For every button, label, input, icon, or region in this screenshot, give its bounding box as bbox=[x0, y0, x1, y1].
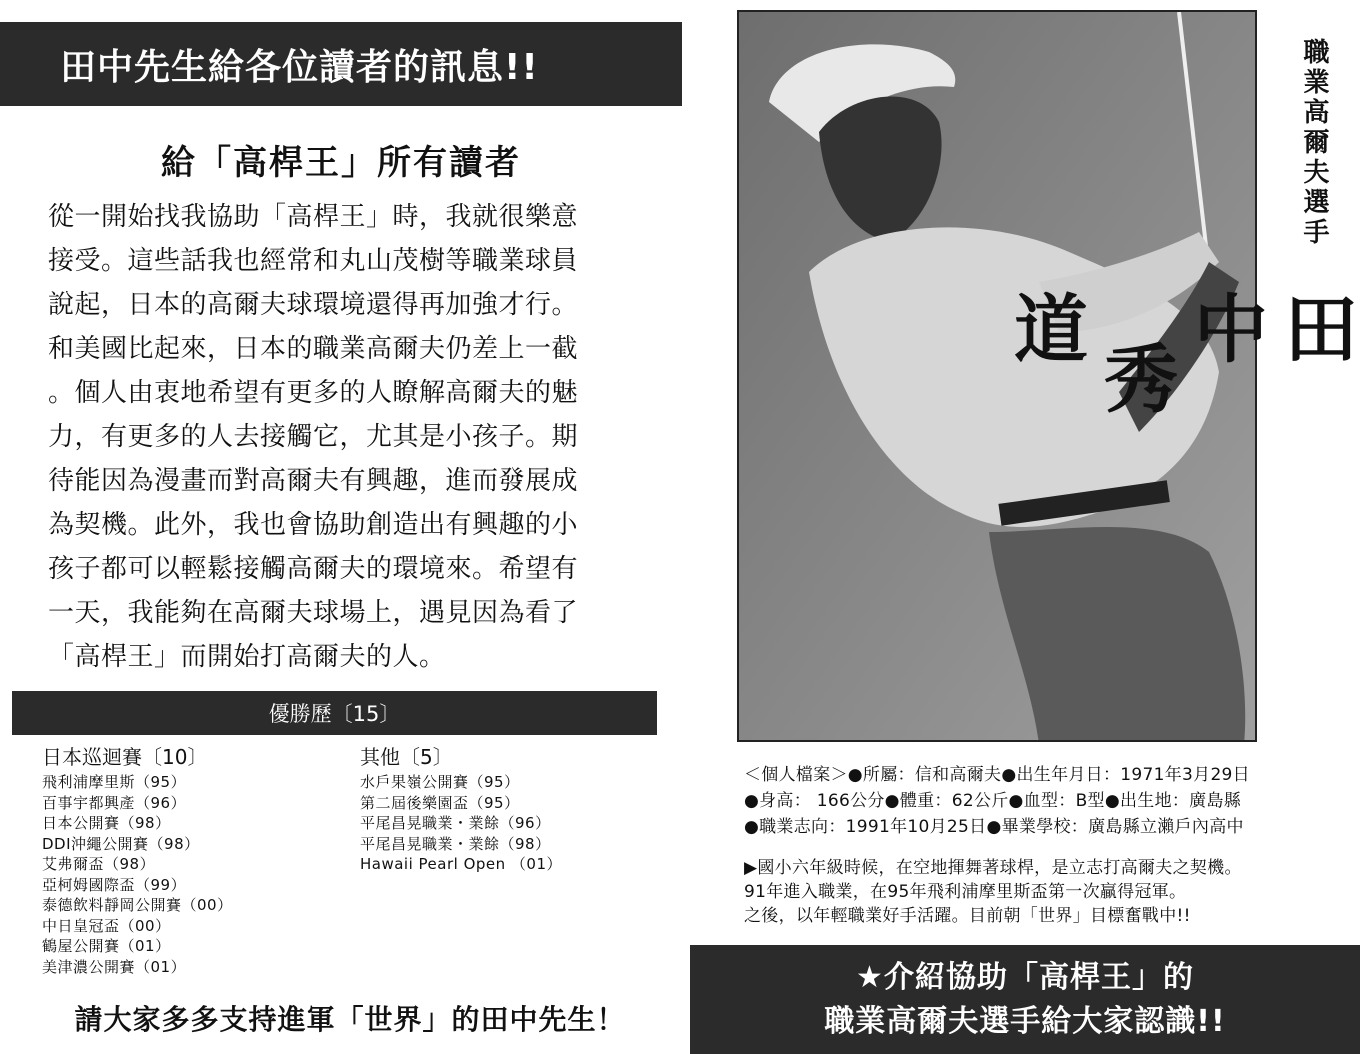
win-item: 亞柯姆國際盃（99） bbox=[42, 875, 187, 894]
player-bio bbox=[744, 856, 1350, 928]
player-profile bbox=[744, 762, 1350, 840]
letter-line: 從一開始找我協助「高桿王」時，我就很樂意 bbox=[48, 202, 579, 232]
letter-line: 孩子都可以輕鬆接觸高爾夫的環境來。希望有 bbox=[48, 554, 579, 584]
win-item: 鶴屋公開賽（01） bbox=[42, 937, 171, 955]
profile-line: ＜個人檔案＞●所屬：信和高爾夫●出生年月日：1971年3月29日 bbox=[744, 765, 1250, 785]
other-wins-title: 其他〔5〕 bbox=[360, 745, 453, 769]
letter-line: 和美國比起來，日本的職業高爾夫仍差上一截 bbox=[48, 334, 579, 364]
japan-tour-title: 日本巡迴賽〔10〕 bbox=[42, 745, 208, 769]
wins-title: 優勝歷〔15〕 bbox=[268, 702, 401, 726]
win-item: Hawaii Pearl Open （01） bbox=[360, 855, 562, 873]
player-name-char: 中 bbox=[1182, 290, 1268, 364]
win-item: 中日皇冠盃（00） bbox=[42, 916, 171, 935]
win-item: 飛利浦摩里斯（95） bbox=[42, 773, 187, 791]
win-item: 百事宇都興產（96） bbox=[42, 793, 187, 812]
support-slogan: 請大家多多支持進軍「世界」的田中先生！ bbox=[74, 1003, 626, 1036]
win-item: 艾弗爾盃（98） bbox=[42, 855, 156, 873]
other-wins bbox=[360, 742, 660, 875]
player-category: 職業高爾夫選手 bbox=[1299, 38, 1329, 248]
win-item: 水戶果嶺公開賽（95） bbox=[360, 773, 520, 791]
win-item: 平尾昌晃職業・業餘（96） bbox=[360, 814, 551, 832]
letter-line: 。個人由衷地希望有更多的人瞭解高爾夫的魅 bbox=[48, 378, 579, 408]
profile-line: ●身高： 166公分●體重：62公斤●血型：B型●出生地：廣島縣 bbox=[744, 791, 1242, 811]
message-banner-text: 田中先生給各位讀者的訊息!! bbox=[60, 46, 539, 88]
letter-line: 一天，我能夠在高爾夫球場上，遇見因為看了 bbox=[48, 598, 579, 628]
player-name-char: 田 bbox=[1272, 290, 1358, 364]
win-item: 第二屆後樂園盃（95） bbox=[360, 793, 520, 812]
letter-line: 待能因為漫畫而對高爾夫有興趣，進而發展成 bbox=[48, 466, 579, 496]
intro-banner bbox=[690, 945, 1360, 1054]
letter-heading: 給「高桿王」所有讀者 bbox=[161, 143, 521, 183]
player-name-char: 秀 bbox=[1092, 340, 1178, 414]
win-item: 美津濃公開賽（01） bbox=[42, 957, 187, 976]
letter-line: 力，有更多的人去接觸它，尤其是小孩子。期 bbox=[48, 422, 579, 452]
win-item: 日本公開賽（98） bbox=[42, 814, 171, 832]
win-item: DDI沖繩公開賽（98） bbox=[42, 834, 200, 853]
letter-line: 說起，日本的高爾夫球環境還得再加強才行。 bbox=[48, 290, 579, 320]
profile-line: ●職業志向：1991年10月25日●畢業學校：廣島縣立瀨戶內高中 bbox=[744, 817, 1244, 837]
japan-tour-wins bbox=[42, 742, 342, 977]
bio-line: ▶國小六年級時候，在空地揮舞著球桿，是立志打高爾夫之契機。 bbox=[744, 858, 1242, 878]
win-item: 泰德飲料靜岡公開賽（00） bbox=[42, 896, 233, 914]
player-name bbox=[1002, 290, 1360, 414]
letter-line: 接受。這些話我也經常和丸山茂樹等職業球員 bbox=[48, 246, 579, 276]
message-banner bbox=[0, 22, 682, 106]
intro-banner-line: ★介紹協助「高桿王」的 bbox=[856, 959, 1194, 995]
wins-title-bar bbox=[12, 691, 657, 735]
bio-line: 之後，以年輕職業好手活躍。目前朝「世界」目標奮戰中!! bbox=[744, 906, 1191, 926]
win-item: 平尾昌晃職業・業餘（98） bbox=[360, 834, 551, 853]
bio-line: 91年進入職業，在95年飛利浦摩里斯盃第一次贏得冠軍。 bbox=[744, 882, 1187, 902]
letter-body bbox=[48, 195, 638, 679]
letter-line: 為契機。此外，我也會協助創造出有興趣的小 bbox=[48, 510, 579, 540]
player-name-char: 道 bbox=[1002, 290, 1088, 364]
letter-line: 「高桿王」而開始打高爾夫的人。 bbox=[48, 642, 446, 672]
intro-banner-line: 職業高爾夫選手給大家認識!! bbox=[824, 1003, 1226, 1039]
